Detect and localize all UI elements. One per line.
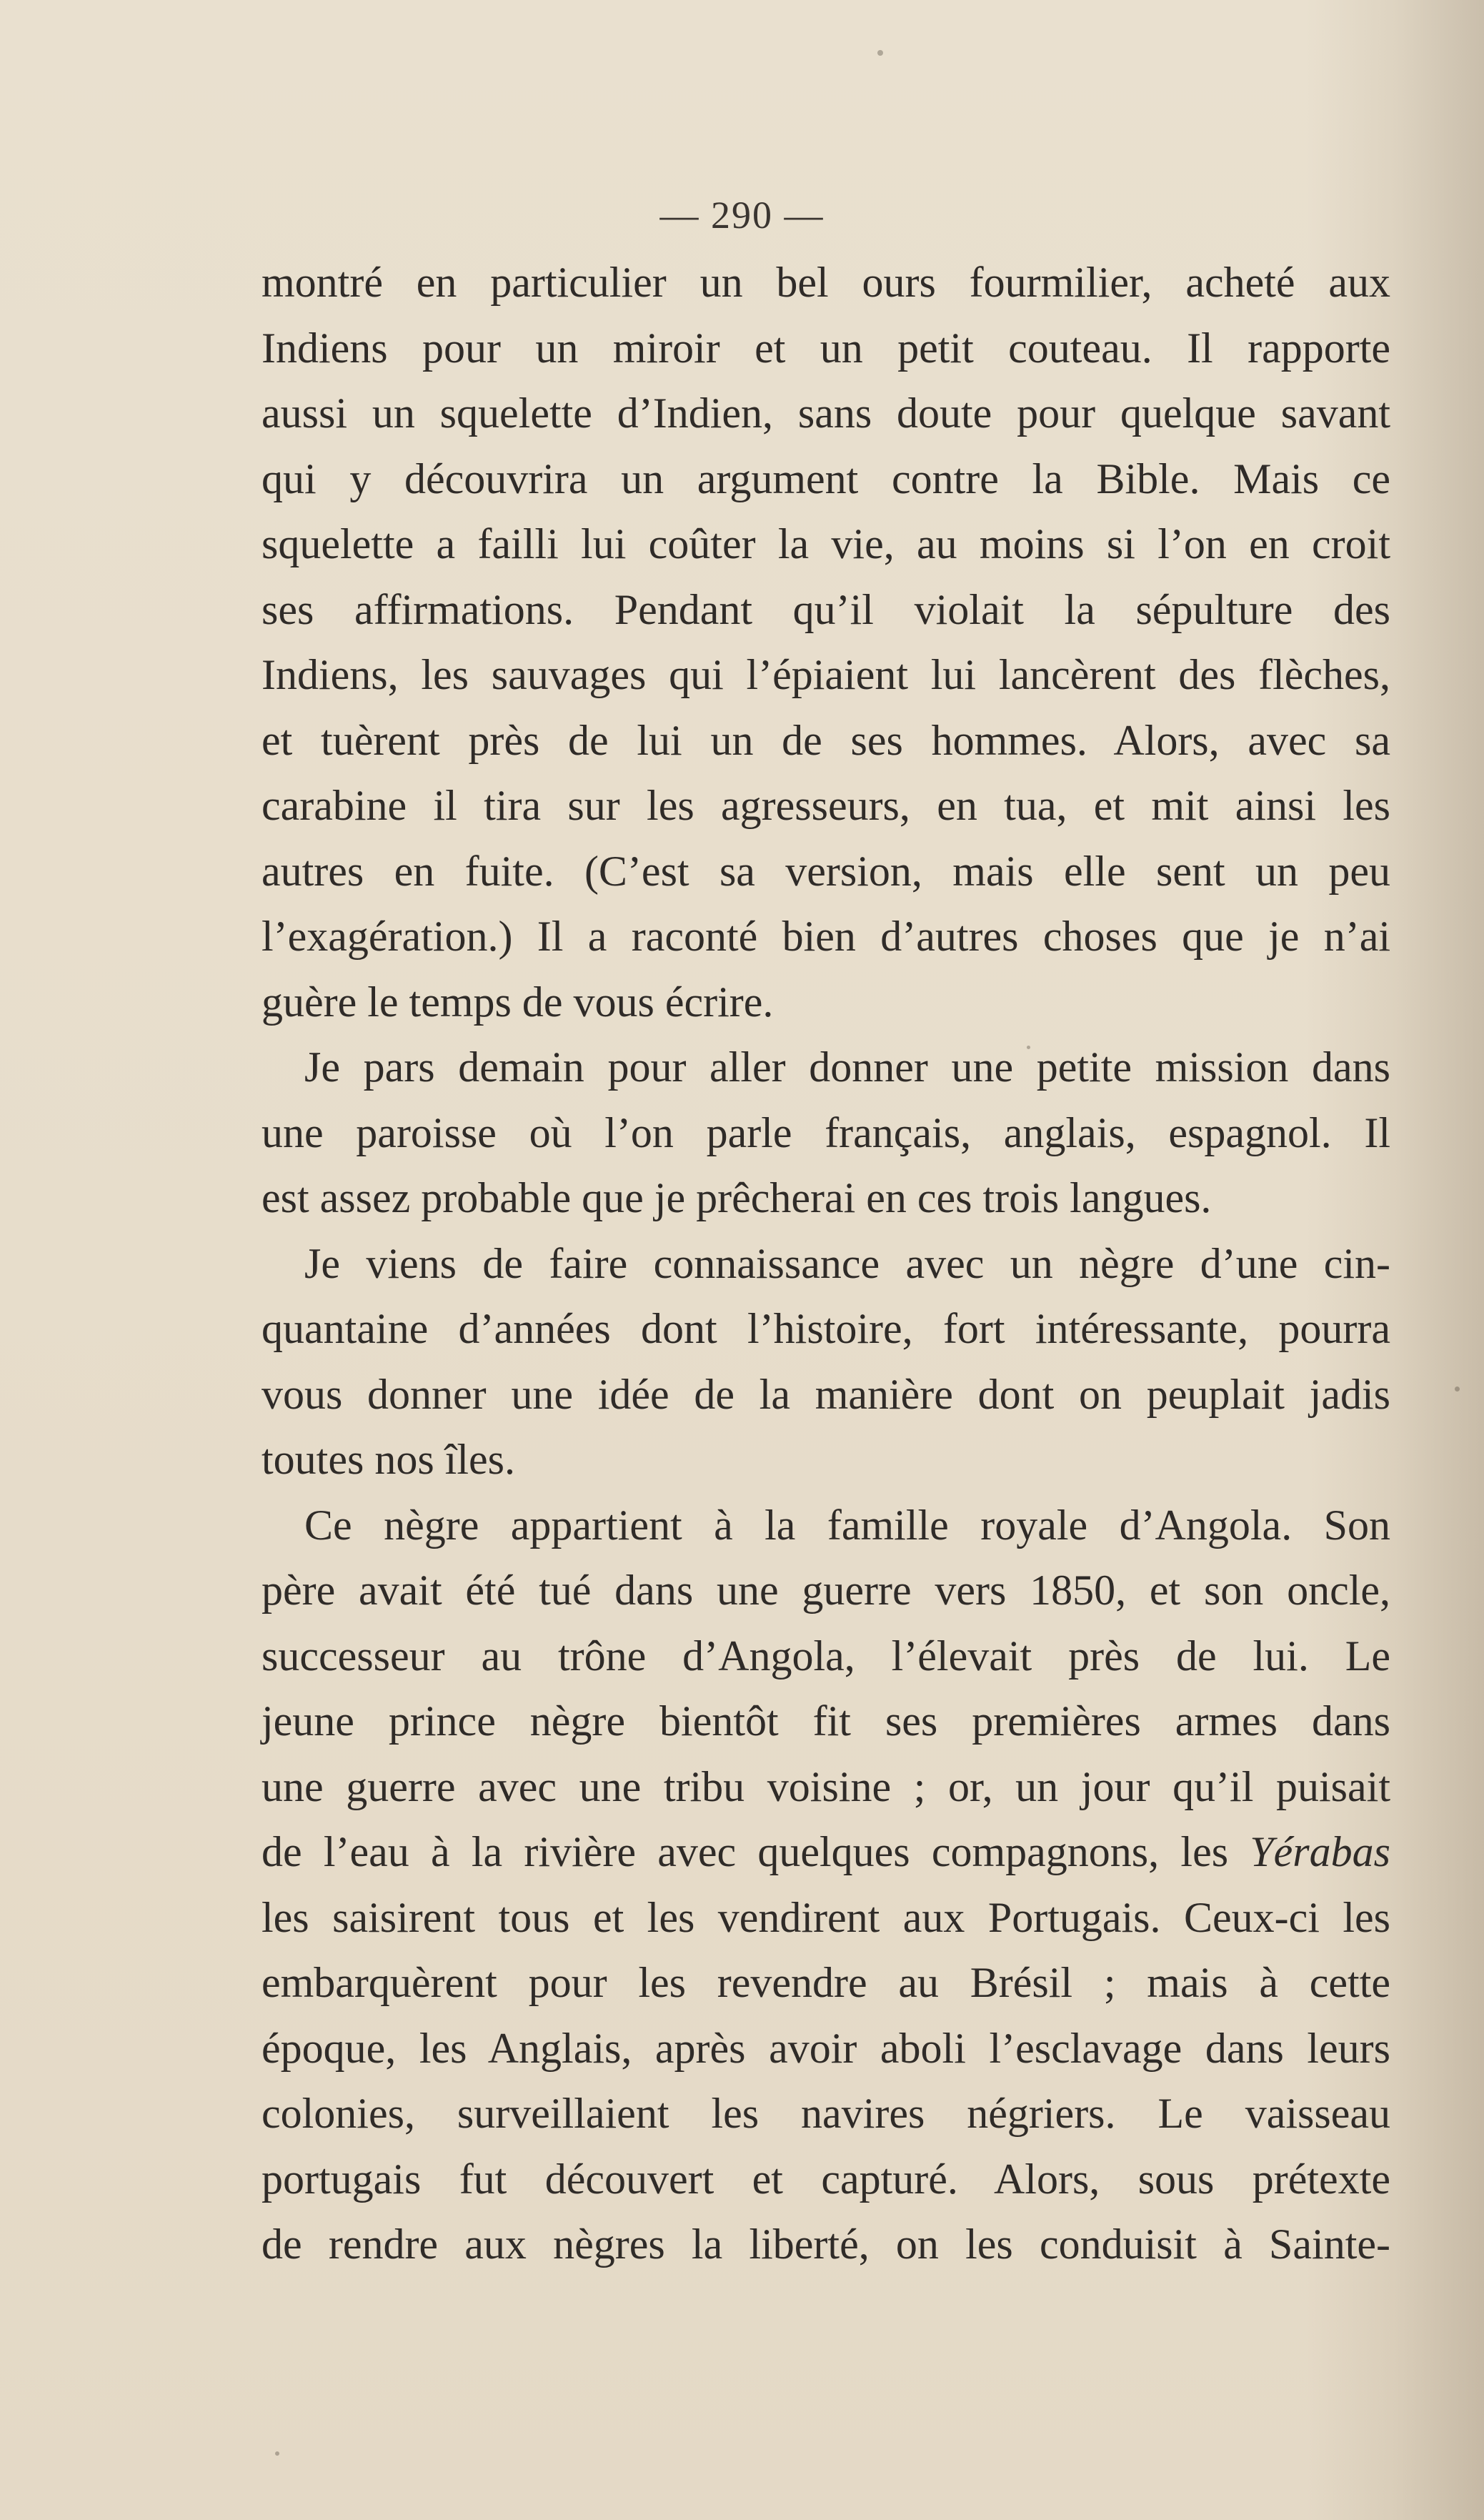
text-line: Je pars demain pour aller donner une petite mission dans bbox=[304, 1043, 1390, 1091]
text-line-with-italic bbox=[262, 1820, 1390, 1885]
text-line: embarquèrent pour les revendre au Brésil ; mais à cette bbox=[262, 1959, 1390, 2006]
paper-speck bbox=[275, 2451, 279, 2456]
text-line: l’exagération.) Il a raconté bien d’autres choses que je n’ai bbox=[262, 913, 1390, 960]
text-line: Indiens, les sauvages qui l’épiaient lui lancèrent des flèches, bbox=[262, 651, 1390, 698]
text-line: de rendre aux nègres la liberté, on les conduisit à Sainte- bbox=[262, 2221, 1390, 2268]
text-line: époque, les Anglais, après avoir aboli l’esclavage dans leurs bbox=[262, 2024, 1390, 2072]
text-line: toutes nos îles. bbox=[262, 1436, 515, 1483]
text-line: et tuèrent près de lui un de ses hommes. Alors, avec sa bbox=[262, 716, 1390, 764]
text-line: père avait été tué dans une guerre vers 1850, et son oncle, bbox=[262, 1567, 1390, 1614]
text-line: successeur au trône d’Angola, l’élevait près de lui. Le bbox=[262, 1632, 1390, 1680]
text-line: portugais fut découvert et capturé. Alors, sous prétexte bbox=[262, 2155, 1390, 2203]
text-line: ses affirmations. Pendant qu’il violait la sépulture des bbox=[262, 585, 1390, 633]
text-line: montré en particulier un bel ours fourmilier, acheté aux bbox=[262, 259, 1390, 306]
text-line: est assez probable que je prêcherai en ces trois langues. bbox=[262, 1174, 1212, 1221]
text-line: qui y découvrira un argument contre la Bible. Mais ce bbox=[262, 455, 1390, 502]
text-line: les saisirent tous et les vendirent aux Portugais. Ceux-ci les bbox=[262, 1893, 1390, 1941]
text-line: Indiens pour un miroir et un petit couteau. Il rapporte bbox=[262, 324, 1390, 372]
text-line: carabine il tira sur les agresseurs, en tua, et mit ainsi les bbox=[262, 782, 1390, 829]
text-line: vous donner une idée de la manière dont on peuplait jadis bbox=[262, 1370, 1390, 1418]
paper-speck bbox=[877, 50, 883, 56]
body-text bbox=[262, 250, 1390, 2278]
text-line: jeune prince nègre bientôt fit ses premières armes dans bbox=[262, 1697, 1390, 1745]
italic-word: Yérabas bbox=[1250, 1828, 1390, 1875]
text-segment: de l’eau à la rivière avec quelques compagnons, les bbox=[262, 1828, 1250, 1875]
paper-speck bbox=[1027, 1046, 1030, 1049]
text-line: quantaine d’années dont l’histoire, fort intéressante, pourra bbox=[262, 1305, 1390, 1352]
text-line: squelette a failli lui coûter la vie, au moins si l’on en croit bbox=[262, 520, 1390, 567]
page-number: — 290 — bbox=[659, 194, 825, 237]
text-line: guère le temps de vous écrire. bbox=[262, 978, 774, 1026]
text-line: une guerre avec une tribu voisine ; or, un jour qu’il puisait bbox=[262, 1762, 1390, 1810]
text-line: colonies, surveillaient les navires négriers. Le vaisseau bbox=[262, 2090, 1390, 2137]
text-line: aussi un squelette d’Indien, sans doute pour quelque savant bbox=[262, 390, 1390, 437]
paper-speck bbox=[1455, 1387, 1460, 1392]
text-line: une paroisse où l’on parle français, anglais, espagnol. Il bbox=[262, 1108, 1390, 1156]
text-line: Je viens de faire connaissance avec un nègre d’une cin- bbox=[304, 1239, 1390, 1287]
text-line: Ce nègre appartient à la famille royale d’Angola. Son bbox=[304, 1501, 1390, 1549]
text-line: autres en fuite. (C’est sa version, mais elle sent un peu bbox=[262, 847, 1390, 895]
